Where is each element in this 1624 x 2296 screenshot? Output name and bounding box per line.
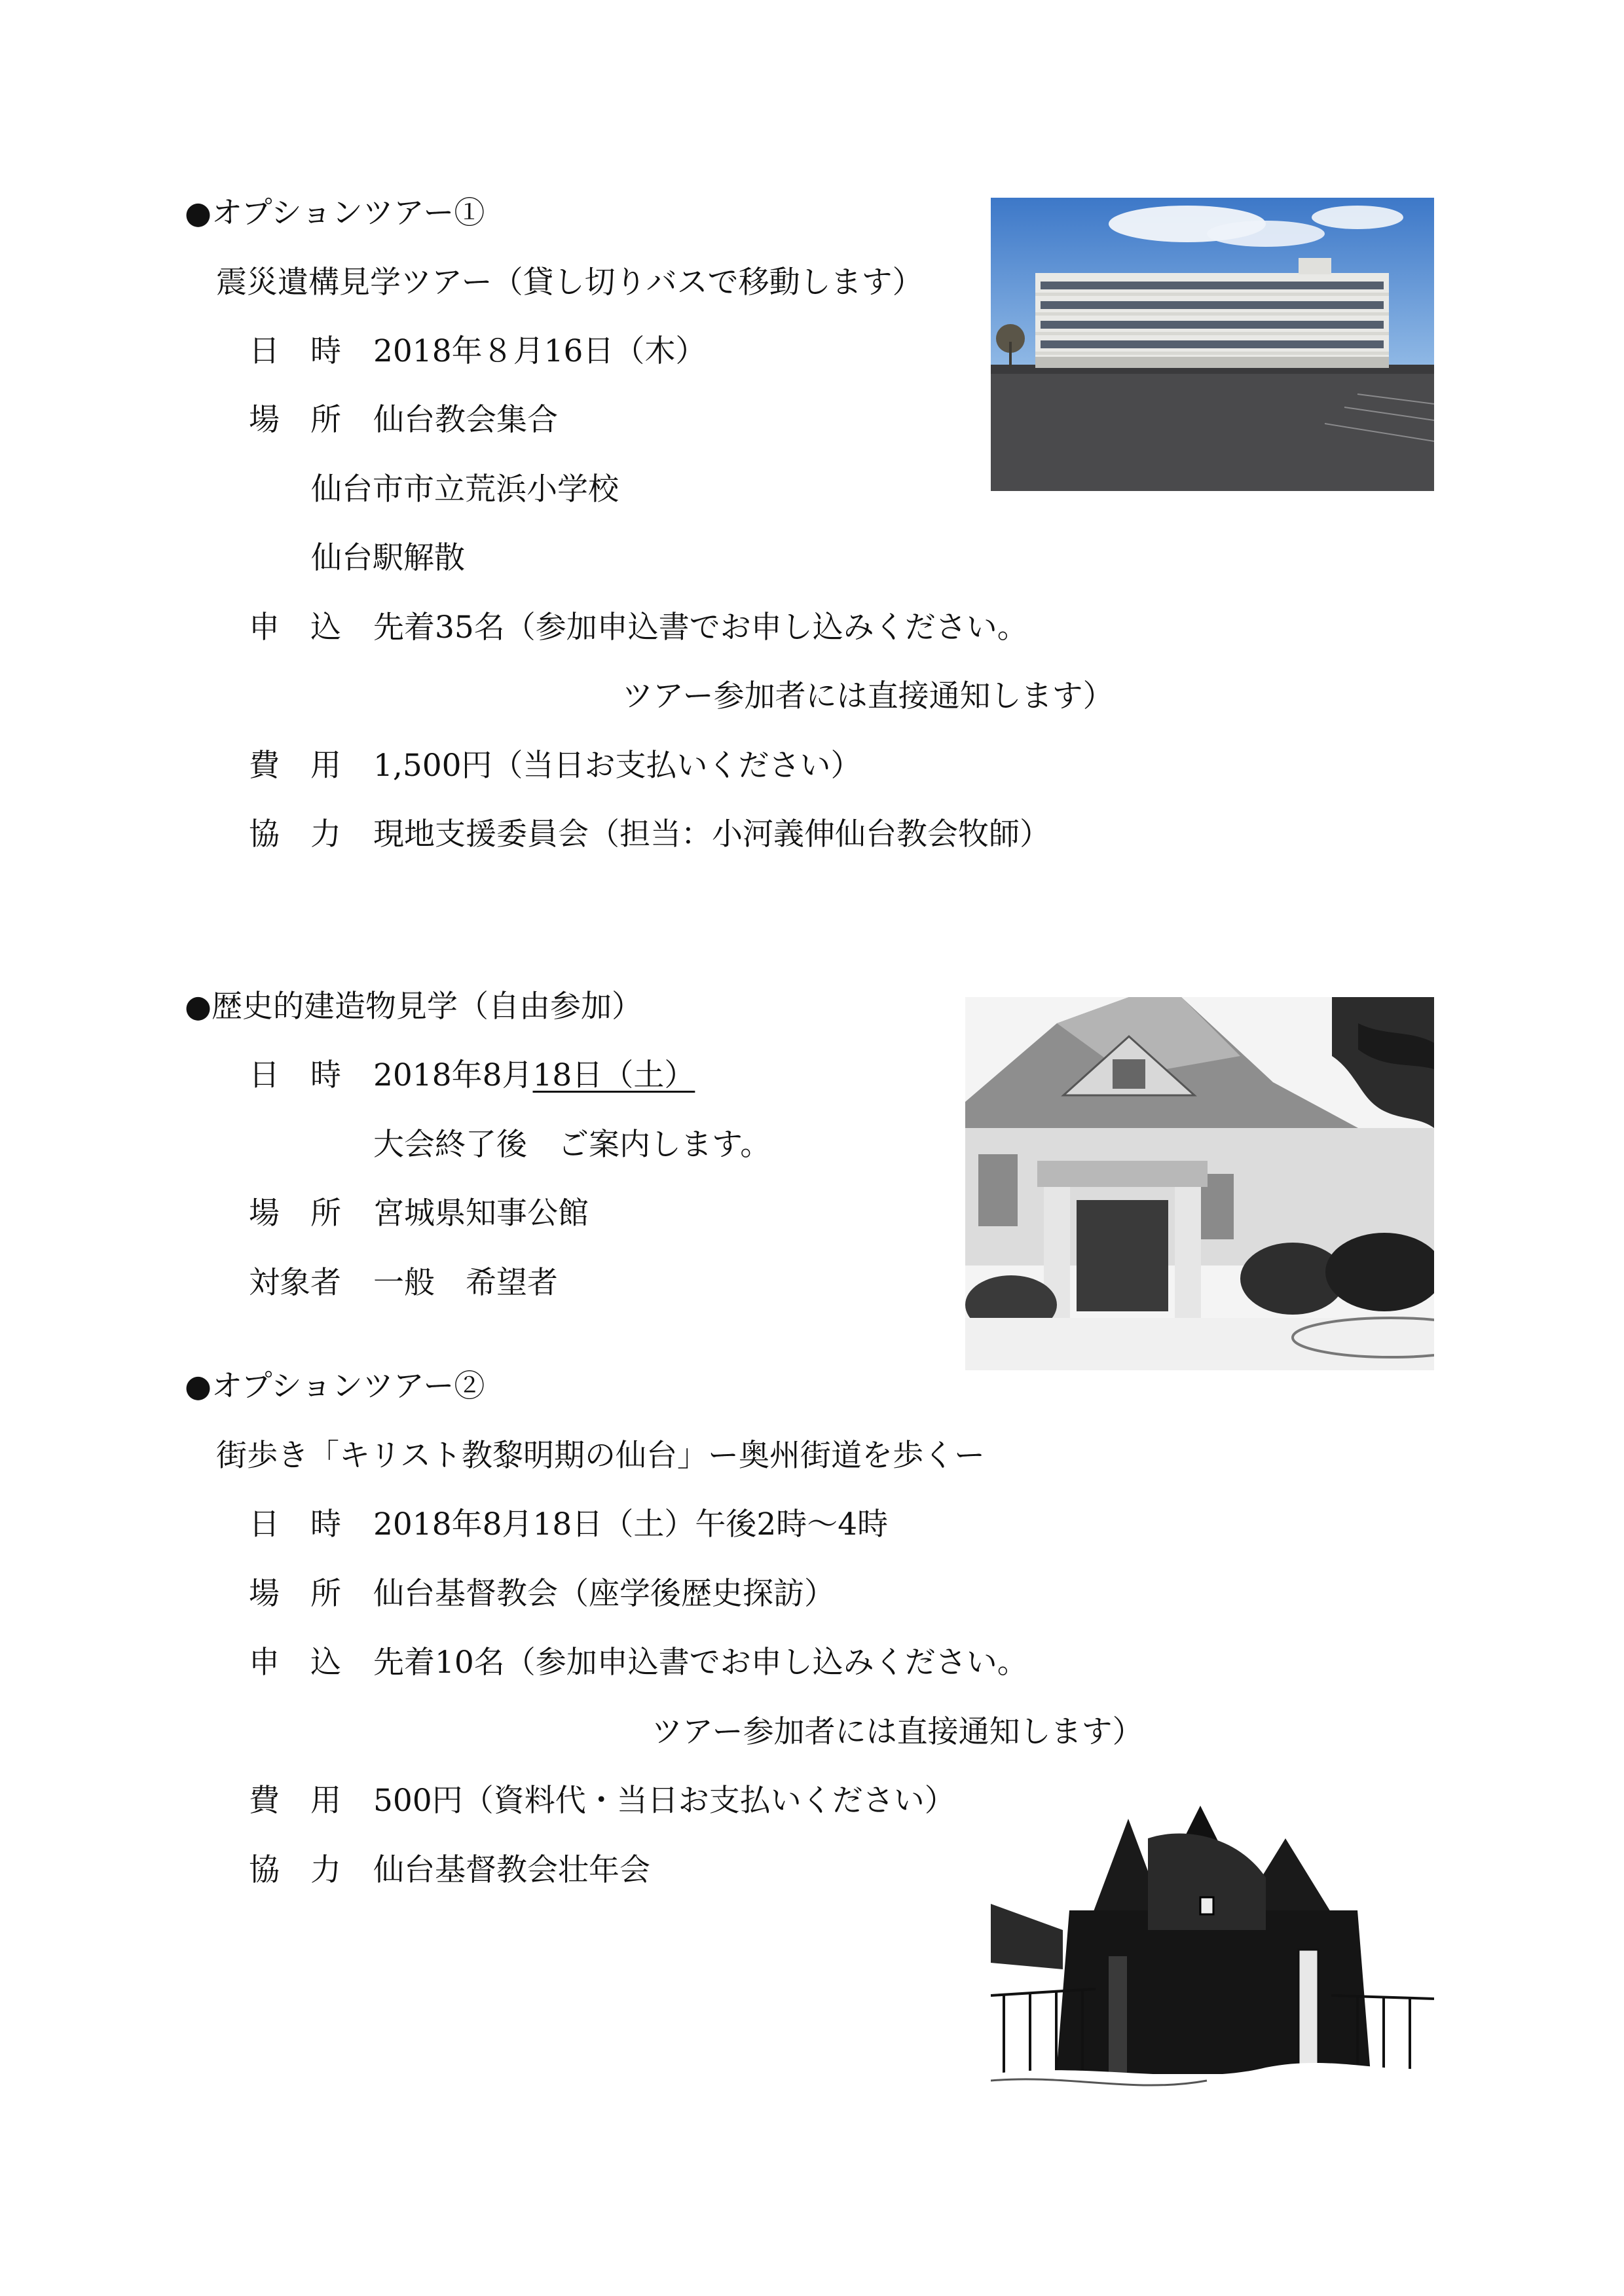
section1-apply-line2: ツアー参加者には直接通知します） [622, 678, 1114, 714]
section2-heading: ●歴史的建造物見学（自由参加） [185, 989, 643, 1025]
old-church-photo [991, 1799, 1434, 2107]
section3-place-value: 仙台基督教会（座学後歴史探訪） [373, 1576, 835, 1612]
section3-subtitle: 街歩き「キリスト教黎明期の仙台」ー奥州街道を歩くー [216, 1438, 986, 1474]
section1-date-value: 2018年８月16日（木） [373, 333, 707, 369]
section3-fee-value: 500円（資料代・当日お支払いください） [373, 1783, 955, 1819]
section3-coop-value: 仙台基督教会壮年会 [373, 1852, 650, 1888]
section1-coop-value: 現地支援委員会（担当：小河義伸仙台教会牧師） [373, 816, 1050, 852]
section1-place-line2: 仙台市市立荒浜小学校 [311, 471, 619, 507]
section3-fee-label: 費 用 [249, 1783, 341, 1819]
section1-place-line3: 仙台駅解散 [311, 540, 465, 576]
section3-date-value: 2018年8月18日（土）午後2時～4時 [373, 1506, 889, 1542]
section1-place-label: 場 所 [249, 402, 341, 438]
governor-residence-photo [965, 997, 1434, 1370]
section1-fee-label: 費 用 [249, 748, 341, 784]
section3-coop-label: 協 力 [249, 1852, 341, 1888]
section1-apply-label: 申 込 [249, 610, 341, 646]
section1-fee-value: 1,500円（当日お支払いください） [373, 748, 862, 784]
section2-place-value: 宮城県知事公館 [373, 1195, 589, 1231]
section2-date-line2: 大会終了後 ご案内します。 [373, 1127, 771, 1163]
section2-date-value-a: 2018年8月 [373, 1057, 533, 1093]
section2-date-value [373, 1056, 695, 1095]
section3-date-label: 日 時 [249, 1506, 341, 1542]
section2-target-value: 一般 希望者 [373, 1265, 558, 1301]
section3-heading: ●オプションツアー② [185, 1368, 485, 1404]
section3-place-label: 場 所 [249, 1576, 341, 1612]
section1-coop-label: 協 力 [249, 816, 341, 852]
section2-date-label: 日 時 [249, 1057, 341, 1093]
section1-date-label: 日 時 [249, 333, 341, 369]
section1-subtitle: 震災遺構見学ツアー（貸し切りバスで移動します） [216, 264, 923, 301]
section3-apply-label: 申 込 [249, 1645, 341, 1681]
section1-place-value: 仙台教会集合 [373, 402, 558, 438]
section1-heading: ●オプションツアー① [185, 195, 485, 231]
section3-apply-line2: ツアー参加者には直接通知します） [652, 1714, 1143, 1750]
section1-apply-value: 先着35名（参加申込書でお申し込みください。 [373, 610, 1028, 646]
section2-place-label: 場 所 [249, 1195, 341, 1231]
section3-apply-value: 先着10名（参加申込書でお申し込みください。 [373, 1645, 1028, 1681]
school-building-photo [991, 198, 1434, 491]
section2-date-value-b: 18日（土） [532, 1057, 695, 1093]
section2-target-label: 対象者 [249, 1265, 341, 1301]
